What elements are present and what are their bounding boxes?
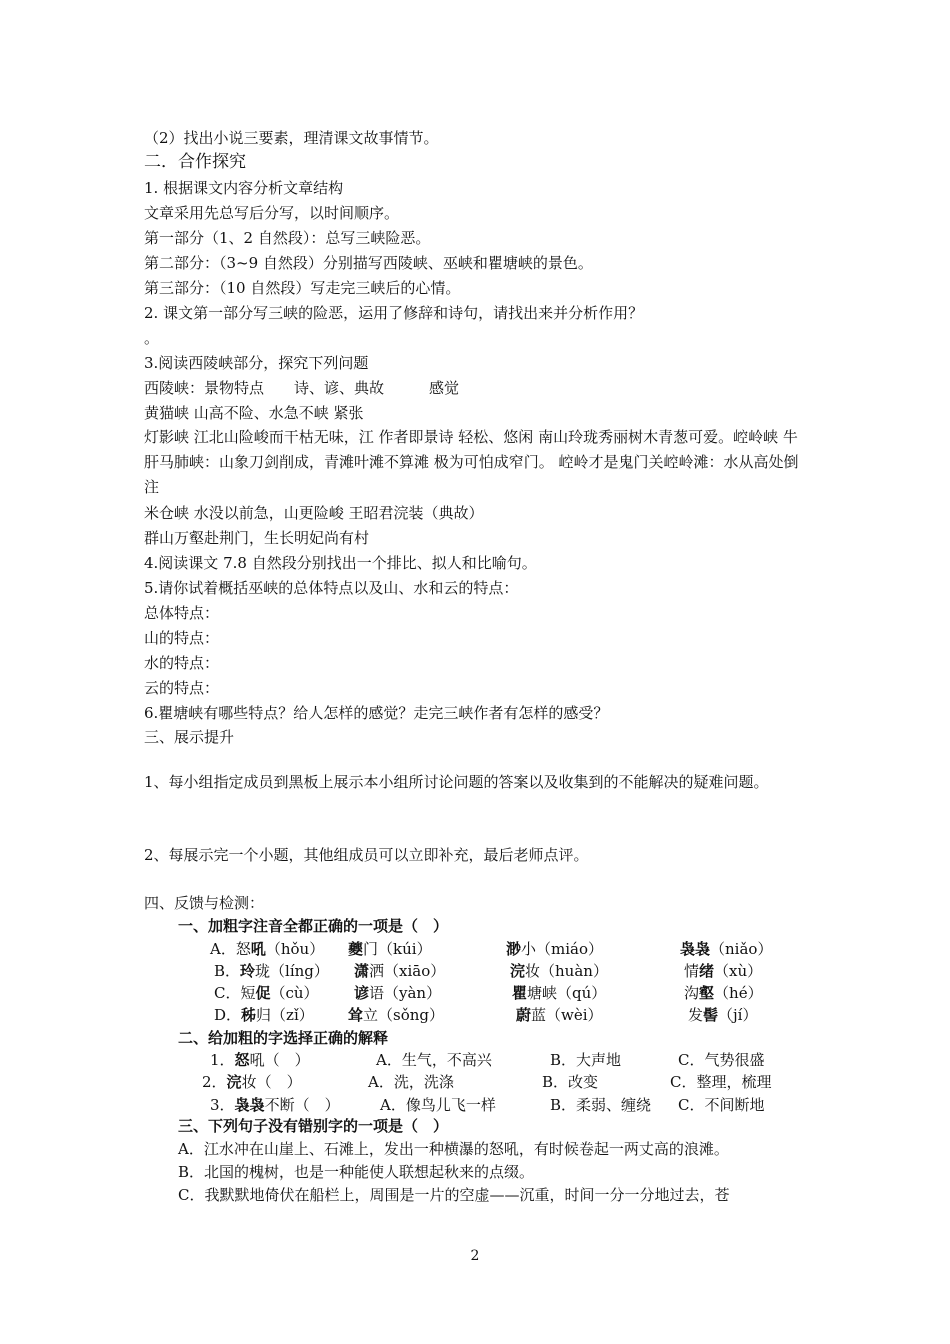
text-line: 山的特点：	[144, 629, 220, 647]
cell-text: 立（sǒng）	[363, 1006, 445, 1024]
pinyin-option-cell	[210, 939, 324, 959]
cell-text: 门（kúi）	[363, 940, 432, 958]
text-line: 云的特点：	[144, 679, 220, 697]
pinyin-option-cell	[684, 983, 763, 1003]
cell-text: B．	[214, 962, 241, 980]
section-heading-presentation: 三、展示提升	[144, 728, 235, 746]
option-b: B．北国的槐树，也是一种能使人联想起秋来的点缀。	[178, 1163, 535, 1181]
bold-character: 促	[255, 984, 271, 1002]
text-line: 5.请你试着概括巫峡的总体特点以及山、水和云的特点：	[144, 579, 519, 597]
stem-number: 3．	[210, 1096, 235, 1114]
stem-text: 妆（ ）	[241, 1073, 302, 1091]
meaning-option-c: C．整理，梳理	[670, 1073, 772, 1091]
text-line: 米仓峡 水没以前急，山更险峻 王昭君浣装（典故）	[144, 504, 484, 522]
cell-text: D．	[214, 1006, 242, 1024]
section-heading-feedback: 四、反馈与检测：	[144, 894, 265, 912]
text-paragraph: 灯影峡 江北山险峻而干枯无味，江 作者即景诗 轻松、悠闲 南山玲珑秀丽树木青葱可爱。崆岭峡 牛肝马肺峡：山象刀剑削成，青滩叶滩不算滩 极为可怕成窄门。 崆岭才是鬼门关崆岭滩：水从高处倒注	[144, 428, 799, 496]
text-line: 总体特点：	[144, 604, 220, 622]
bold-character: 夔	[348, 940, 364, 958]
bold-character: 怒	[234, 1051, 250, 1069]
stem-text: 吼（ ）	[249, 1051, 310, 1069]
bold-character: 潇	[354, 962, 370, 980]
pinyin-option-cell	[680, 939, 772, 959]
bold-character: 壑	[699, 984, 715, 1002]
cell-text: 妆（huàn）	[525, 962, 608, 980]
cell-text: C．短	[214, 984, 256, 1002]
pinyin-option-cell	[348, 939, 432, 959]
text-line: 2. 课文第一部分写三峡的险恶，运用了修辞和诗句，请找出来并分析作用？	[144, 304, 644, 322]
text-line: 6.瞿塘峡有哪些特点？给人怎样的感觉？走完三峡作者有怎样的感受？	[144, 704, 609, 722]
bold-character: 髻	[703, 1006, 719, 1024]
cell-text: 情	[684, 962, 700, 980]
pinyin-option-cell	[354, 961, 445, 981]
meaning-option-c: C．气势很盛	[678, 1051, 765, 1069]
bold-character: 耸	[348, 1006, 364, 1024]
meaning-option-b: B．改变	[542, 1073, 599, 1091]
page-number: 2	[470, 1248, 480, 1264]
text-paragraph: 1、每小组指定成员到黑板上展示本小组所讨论问题的答案以及收集到的不能解决的疑难问题。	[144, 773, 769, 791]
bold-character: 绪	[699, 962, 715, 980]
pinyin-option-cell	[510, 961, 608, 981]
bold-character: 蔚	[516, 1006, 532, 1024]
cell-text: A．怒	[210, 940, 251, 958]
question-stem	[210, 1050, 310, 1070]
cell-text: （hé）	[714, 984, 763, 1002]
cell-text: 珑（líng）	[255, 962, 329, 980]
text-line: 第一部分（1、2 自然段）：总写三峡险恶。	[144, 229, 431, 247]
pinyin-option-cell	[684, 961, 762, 981]
cell-text: （niǎo）	[710, 940, 773, 958]
stem-number: 2．	[202, 1073, 227, 1091]
text-line: 西陵峡：景物特点 诗、谚、典故 感觉	[144, 379, 460, 397]
pinyin-option-cell	[214, 983, 319, 1003]
question-heading-3: 三、下列句子没有错别字的一项是（ ）	[178, 1117, 449, 1135]
text-line: 群山万壑赴荆门，生长明妃尚有村	[144, 529, 370, 547]
text-line: 第三部分：（10 自然段）写走完三峡后的心情。	[144, 279, 461, 297]
pinyin-option-cell	[214, 1005, 314, 1025]
cell-text: 沟	[684, 984, 700, 1002]
stem-number: 1．	[210, 1051, 235, 1069]
cell-text: （hǒu）	[265, 940, 325, 958]
section-heading-cooperation: 二．合作探究	[144, 152, 246, 172]
text-line: 。	[144, 329, 160, 347]
bold-character: 浣	[510, 962, 526, 980]
cell-text: （xù）	[714, 962, 763, 980]
stem-text: 不断（ ）	[264, 1096, 340, 1114]
pinyin-option-cell	[214, 961, 329, 981]
text-line: 第二部分：（3~9 自然段）分别描写西陵峡、巫峡和瞿塘峡的景色。	[144, 254, 593, 272]
question-heading-2: 二、给加粗的字选择正确的解释	[178, 1029, 389, 1047]
text-line: 文章采用先总写后分写，以时间顺序。	[144, 204, 400, 222]
meaning-option-b: B．大声地	[550, 1051, 622, 1069]
cell-text: 蓝（wèi）	[531, 1006, 603, 1024]
bold-character: 玲	[240, 962, 256, 980]
pinyin-option-cell	[516, 1005, 603, 1025]
meaning-option-c: C．不间断地	[678, 1096, 765, 1114]
cell-text: 归（zǐ）	[256, 1006, 314, 1024]
text-line: 1. 根据课文内容分析文章结构	[144, 179, 344, 197]
question-stem	[202, 1072, 302, 1092]
text-line: 水的特点：	[144, 654, 220, 672]
question-heading-1: 一、加粗字注音全都正确的一项是（ ）	[178, 917, 449, 935]
pinyin-option-cell	[688, 1005, 757, 1025]
meaning-option-a: A．像鸟儿飞一样	[380, 1096, 496, 1114]
pinyin-option-cell	[354, 983, 441, 1003]
text-line: 4.阅读课文 7.8 自然段分别找出一个排比、拟人和比喻句。	[144, 554, 537, 572]
cell-text: 语（yàn）	[369, 984, 442, 1002]
meaning-option-b: B．柔弱、缠绕	[550, 1096, 652, 1114]
cell-text: （cù）	[270, 984, 319, 1002]
text-line: 2、每展示完一个小题，其他组成员可以立即补充，最后老师点评。	[144, 846, 589, 864]
meaning-option-a: A．洗，洗涤	[368, 1073, 454, 1091]
question-stem	[210, 1095, 340, 1115]
cell-text: 塘峡（qú）	[527, 984, 607, 1002]
option-a: A．江水冲在山崖上、石滩上，发出一种横瀑的怒吼，有时候卷起一两丈高的浪滩。	[178, 1140, 729, 1158]
cell-text: 发	[688, 1006, 704, 1024]
pinyin-option-cell	[512, 983, 606, 1003]
option-c: C．我默默地倚伏在船栏上，周围是一片的空虚——沉重，时间一分一分地过去，苍	[178, 1186, 730, 1204]
cell-text: 洒（xiāo）	[369, 962, 446, 980]
cell-text: （jí）	[718, 1006, 758, 1024]
meaning-option-a: A．生气，不高兴	[376, 1051, 492, 1069]
text-line: （2）找出小说三要素，理清课文故事情节。	[144, 129, 439, 147]
bold-character: 瞿	[512, 984, 528, 1002]
bold-character: 秭	[241, 1006, 257, 1024]
cell-text: 小（miáo）	[521, 940, 604, 958]
pinyin-option-cell	[348, 1005, 444, 1025]
bold-character: 渺	[506, 940, 522, 958]
pinyin-option-cell	[506, 939, 603, 959]
bold-character: 袅袅	[680, 940, 711, 958]
bold-character: 袅袅	[234, 1096, 265, 1114]
text-line: 3.阅读西陵峡部分，探究下列问题	[144, 354, 369, 372]
bold-character: 吼	[250, 940, 266, 958]
text-line: 黄猫峡 山高不险、水急不峡 紧张	[144, 404, 364, 422]
bold-character: 谚	[354, 984, 370, 1002]
bold-character: 浣	[226, 1073, 242, 1091]
